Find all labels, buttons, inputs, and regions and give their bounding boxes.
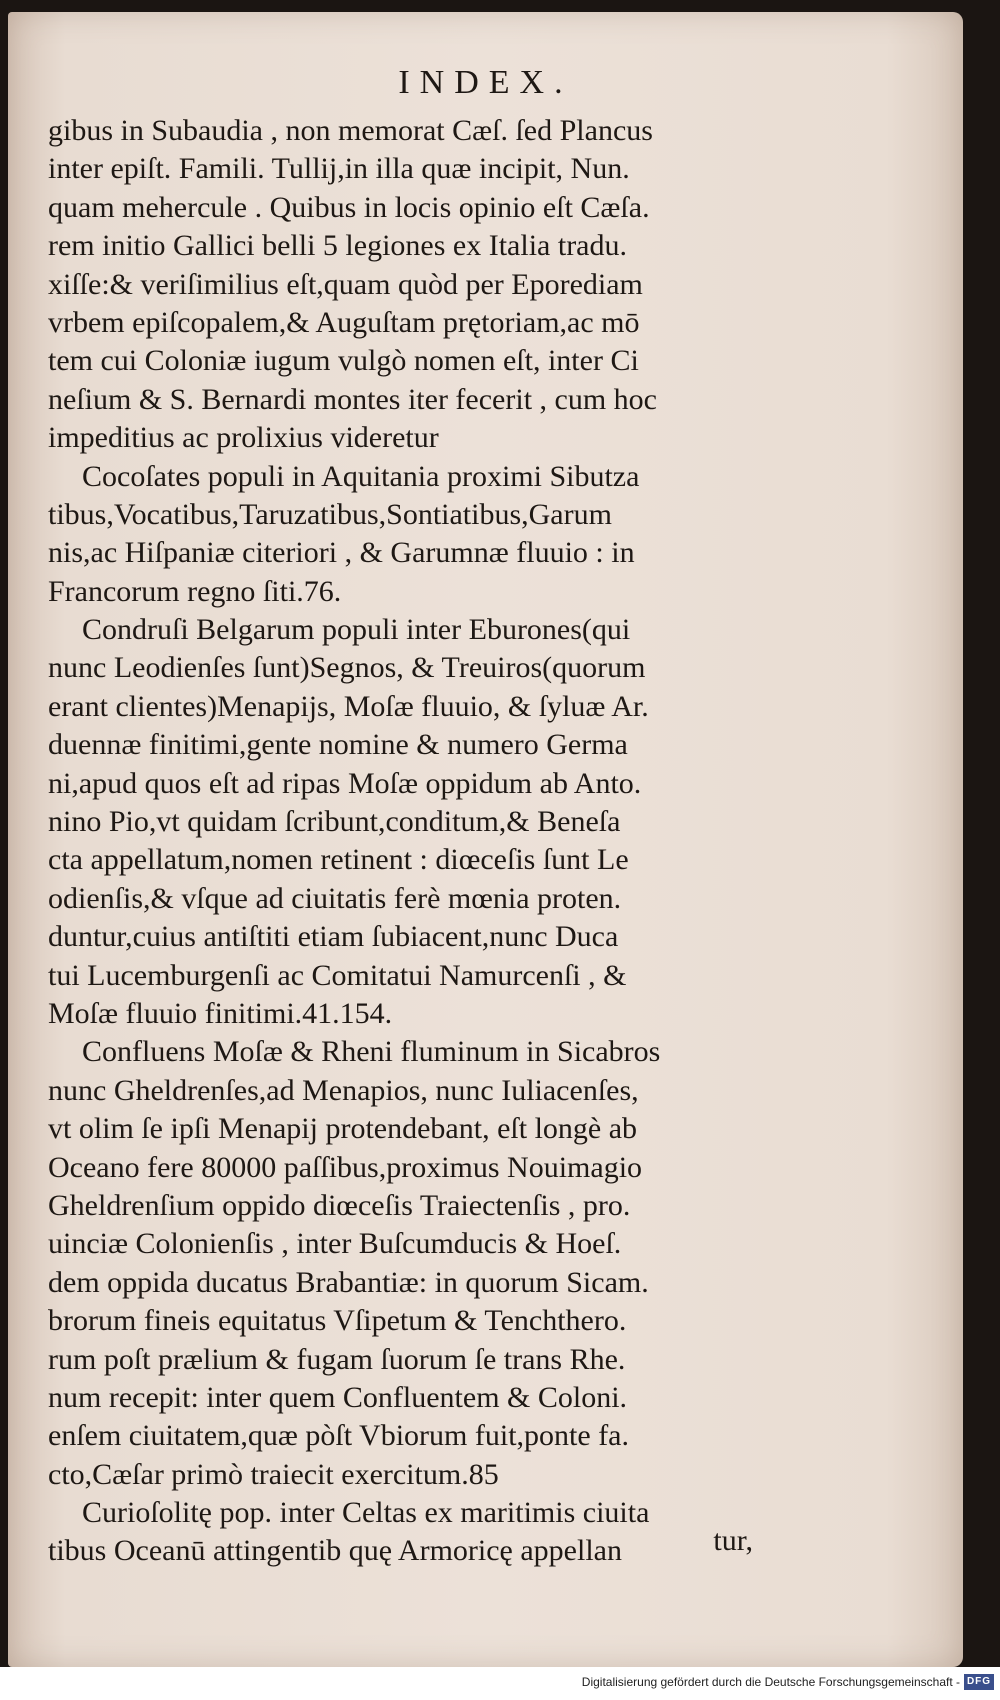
book-page (8, 12, 963, 1667)
digitization-footer (0, 1667, 1000, 1700)
index-text-block (48, 112, 788, 1571)
index-entry-start: Confluens Moſæ & Rheni fluminum in Sicabros (82, 1035, 661, 1069)
dfg-logo-icon: DFG (964, 1674, 994, 1690)
text-line: enſem ciuitatem,quæ pòſt Vbiorum fuit,ponte fa. (48, 1419, 630, 1453)
text-line: impeditius ac prolixius videretur (48, 421, 439, 455)
text-line: gibus in Subaudia , non memorat Cæſ. ſed Plancus (48, 114, 653, 147)
text-line: ni,apud quos eſt ad ripas Moſæ oppidum ab Anto. (48, 766, 642, 800)
text-line: xiſſe:& veriſimilius eſt,quam quòd per Eporediam (48, 267, 643, 301)
text-line: nis,ac Hiſpaniæ citeriori , & Garumnæ fluuio : in (48, 536, 635, 570)
text-line: tui Lucemburgenſi ac Comitatui Namurcenſi , & (48, 958, 627, 992)
funding-credit: Digitalisierung gefördert durch die Deutsche Forschungsgemeinschaft - (581, 1675, 960, 1689)
text-line: dem oppida ducatus Brabantiæ: in quorum Sicam. (48, 1265, 649, 1299)
text-line: tibus,Vocatibus,Taruzatibus,Sontiatibus,Garum (48, 497, 612, 531)
index-entry-start: Condruſi Belgarum populi inter Eburones(qui (82, 613, 631, 647)
text-line: Francorum regno ſiti.76. (48, 574, 342, 608)
text-line: erant clientes)Menapijs, Moſæ fluuio, & ſyluæ Ar. (48, 689, 649, 723)
text-line: odienſis,& vſque ad ciuitatis ferè mœnia proten. (48, 881, 622, 915)
text-line: tem cui Coloniæ iugum vulgò nomen eſt, inter Ci (48, 344, 639, 378)
text-line: inter epiſt. Famili. Tullij,in illa quæ incipit, Nun. (48, 152, 630, 186)
text-line: nunc Leodienſes ſunt)Segnos, & Treuiros(quorum (48, 651, 646, 685)
text-line: brorum fineis equitatus Vſipetum & Tenchthero. (48, 1304, 627, 1338)
text-line: neſium & S. Bernardi montes iter fecerit , cum hoc (48, 382, 657, 416)
text-line: rum poſt prælium & fugam ſuorum ſe trans Rhe. (48, 1342, 626, 1376)
index-entry-start: Cocoſates populi in Aquitania proximi Sibutza (82, 459, 640, 493)
text-line: nunc Gheldrenſes,ad Menapios, nunc Iuliacenſes, (48, 1073, 639, 1107)
text-line: uinciæ Colonienſis , inter Buſcumducis & Hoeſ. (48, 1227, 622, 1261)
text-line: rem initio Gallici belli 5 legiones ex Italia tradu. (48, 229, 627, 263)
text-line: num recepit: inter quem Confluentem & Coloni. (48, 1380, 628, 1414)
text-line: duennæ finitimi,gente nomine & numero Germa (48, 728, 628, 762)
text-line: nino Pio,vt quidam ſcribunt,conditum,& Beneſa (48, 805, 621, 839)
text-line: cta appellatum,nomen retinent : diœceſis ſunt Le (48, 843, 629, 877)
text-line: tibus Oceanū attingentib quę Armoricę appellan (48, 1534, 622, 1568)
catchword: tur, (713, 1524, 753, 1557)
text-line: quam mehercule . Quibus in locis opinio eſt Cæſa. (48, 190, 650, 224)
index-entry-start: Curioſolitę pop. inter Celtas ex maritimis ciuita (82, 1496, 650, 1530)
page-header: INDEX. (398, 64, 573, 101)
text-line: vrbem epiſcopalem,& Auguſtam prętoriam,ac mō (48, 305, 640, 339)
text-line: Moſæ fluuio finitimi.41.154. (48, 996, 393, 1030)
text-line: vt olim ſe ipſi Menapij protendebant, eſt longè ab (48, 1112, 638, 1146)
text-line: cto,Cæſar primò traiecit exercitum.85 (48, 1457, 499, 1491)
text-line: duntur,cuius antiſtiti etiam ſubiacent,nunc Duca (48, 920, 619, 954)
text-line: Oceano fere 80000 paſſibus,proximus Nouimagio (48, 1150, 643, 1184)
text-line: Gheldrenſium oppido diœceſis Traiectenſis , pro. (48, 1188, 631, 1222)
